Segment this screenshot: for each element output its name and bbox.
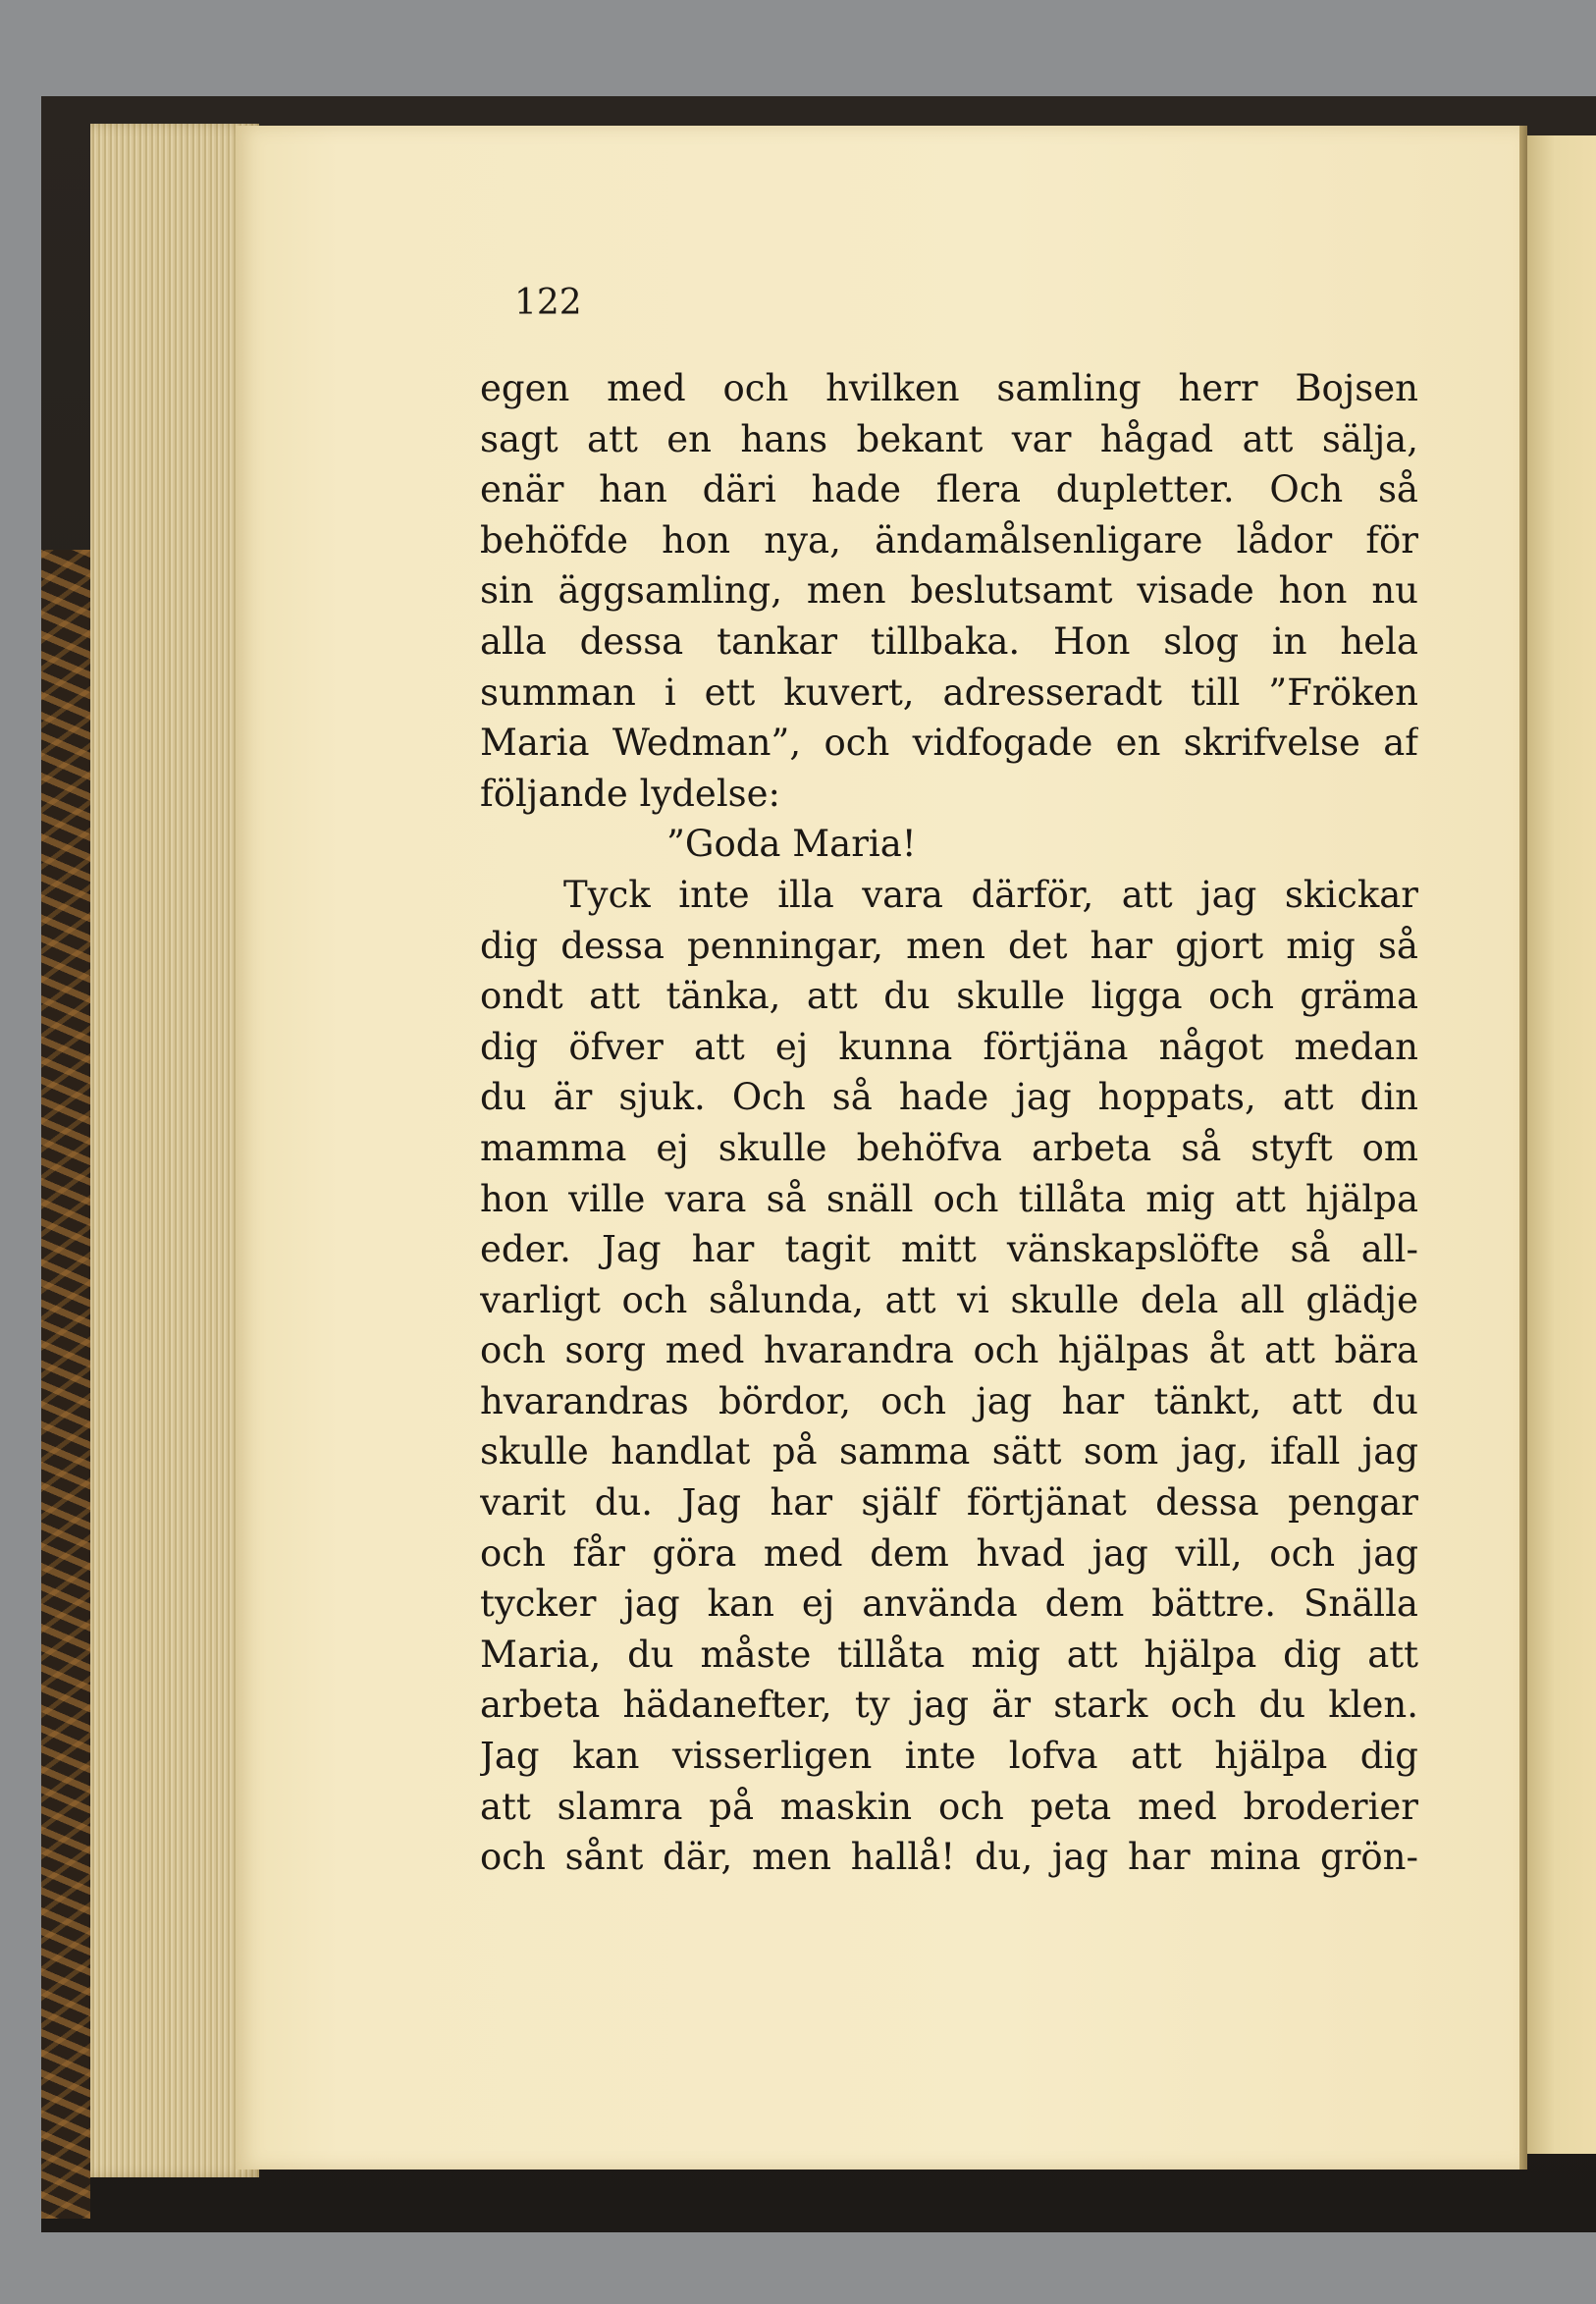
text-line: hon ville vara så snäll och tillåta mig att hjälpa: [480, 1177, 1418, 1220]
text-line: sin äggsamling, men beslutsamt visade hon nu: [480, 569, 1418, 613]
text-line: och får göra med dem hvad jag vill, och jag: [480, 1531, 1418, 1575]
page-text: [480, 363, 1418, 1883]
text-line: arbeta hädanefter, ty jag är stark och du klen.: [480, 1684, 1418, 1727]
text-line: och sånt där, men hallå! du, jag har mina grön-: [480, 1836, 1418, 1879]
text-line: eder. Jag har tagit mitt vänskapslöfte så all-: [480, 1228, 1418, 1271]
page-edges: [90, 124, 259, 2177]
page-number: 122: [514, 283, 582, 323]
text-line: alla dessa tankar tillbaka. Hon slog in hela: [480, 619, 1418, 663]
text-line: mamma ej skulle behöfva arbeta så styft om: [480, 1126, 1418, 1169]
text-line: varit du. Jag har själf förtjänat dessa pengar: [480, 1481, 1418, 1525]
text-line: varligt och sålunda, att vi skulle dela all glädje: [480, 1278, 1418, 1321]
letter-salutation: ”Goda Maria!: [666, 823, 917, 866]
text-line: följande lydelse:: [480, 772, 781, 815]
text-line: Maria, du måste tillåta mig att hjälpa dig att: [480, 1633, 1418, 1676]
text-line: dig dessa penningar, men det har gjort mig så: [480, 924, 1418, 967]
text-line: egen med och hvilken samling herr Bojsen: [480, 367, 1418, 409]
text-line: tycker jag kan ej använda dem bättre. Snälla: [480, 1582, 1418, 1626]
text-line: sagt att en hans bekant var hågad att sälja,: [480, 417, 1418, 460]
text-line: enär han däri hade flera dupletter. Och så: [480, 468, 1418, 511]
text-line: Jag kan visserligen inte lofva att hjälpa dig: [480, 1735, 1418, 1778]
text-line: skulle handlat på samma sätt som jag, ifall jag: [480, 1430, 1418, 1473]
marbled-spine: [41, 550, 90, 2219]
text-line: Maria Wedman”, och vidfogade en skrifvelse af: [480, 722, 1418, 765]
text-line: summan i ett kuvert, adresseradt till ”Fröken: [480, 670, 1418, 714]
next-page-edge: [1527, 135, 1596, 2154]
page-gutter: [1519, 126, 1527, 2170]
text-line: och sorg med hvarandra och hjälpas åt att bära: [480, 1329, 1418, 1372]
text-line: Tyck inte illa vara därför, att jag skickar: [563, 873, 1418, 916]
text-line: att slamra på maskin och peta med broderier: [480, 1785, 1418, 1828]
text-line: du är sjuk. Och så hade jag hoppats, att din: [480, 1076, 1418, 1119]
text-line: behöfde hon nya, ändamålsenligare lådor för: [480, 518, 1418, 562]
text-line: hvarandras bördor, och jag har tänkt, att du: [480, 1379, 1418, 1422]
text-line: dig öfver att ej kunna förtjäna något medan: [480, 1025, 1418, 1068]
text-line: ondt att tänka, att du skulle ligga och gräma: [480, 975, 1418, 1018]
